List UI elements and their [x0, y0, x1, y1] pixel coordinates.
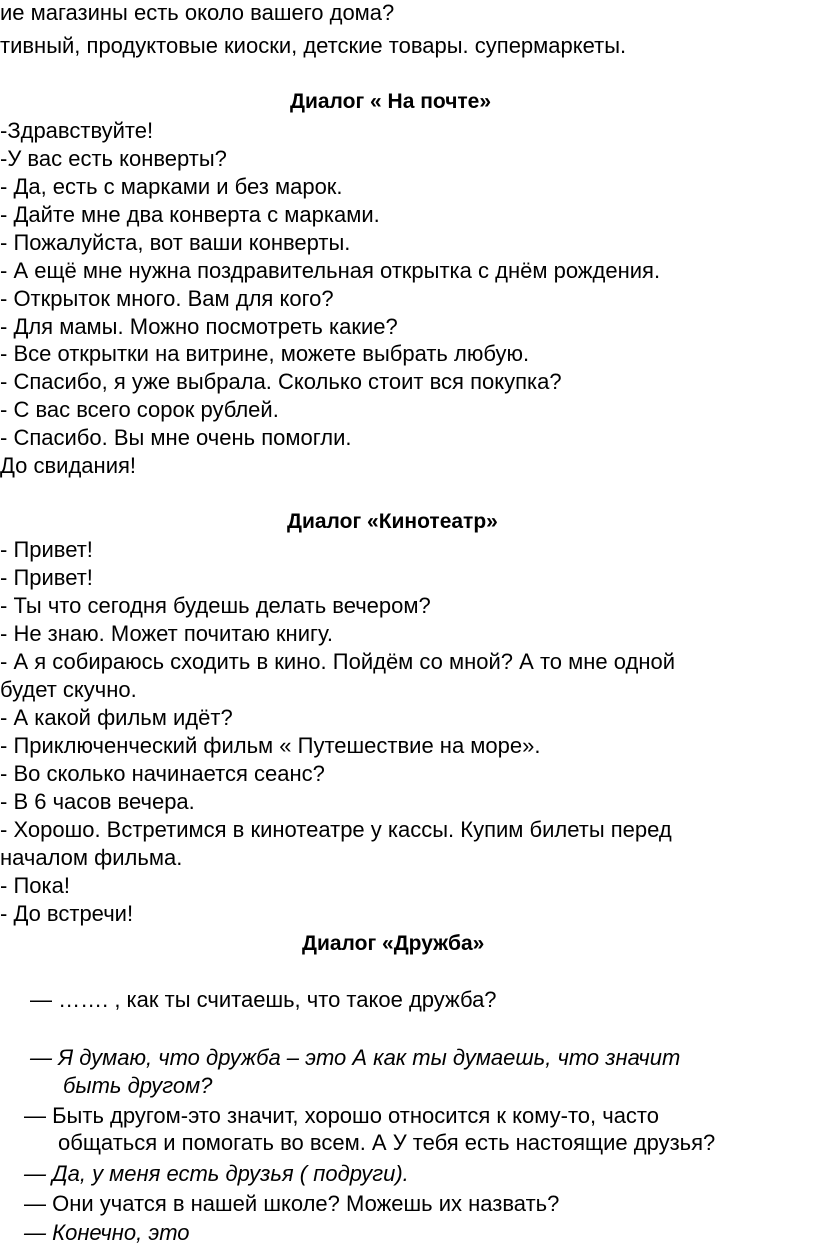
post-dialog-line: - Все открытки на витрине, можете выбрать любую. [0, 341, 530, 366]
post-dialog-line: - С вас всего сорок рублей. [0, 397, 279, 422]
friendship-dialog-line: — ……. , как ты считаешь, что такое дружба? [30, 987, 497, 1012]
post-dialog-line: - А ещё мне нужна поздравительная открытка с днём рождения. [0, 258, 661, 283]
friendship-dialog-line: — Да, у меня есть друзья ( подруги). [24, 1161, 409, 1186]
post-dialog-line: - Да, есть с марками и без марок. [0, 174, 343, 199]
cinema-dialog-line: - Хорошо. Встретимся в кинотеатре у кассы. Купим билеты перед [0, 817, 672, 842]
post-dialog-line: - Пожалуйста, вот ваши конверты. [0, 230, 351, 255]
post-dialog-line: -Здравствуйте! [0, 118, 154, 143]
cinema-dialog-line: - Пока! [0, 873, 70, 898]
post-dialog-line: -У вас есть конверты? [0, 146, 227, 171]
post-dialog-line: До свидания! [0, 453, 137, 478]
friendship-dialog-line: — Я думаю, что дружба – это А как ты думаешь, что значит [30, 1045, 681, 1070]
post-dialog-line: - Для мамы. Можно посмотреть какие? [0, 314, 398, 339]
cinema-dialog-line: - Не знаю. Может почитаю книгу. [0, 621, 333, 646]
cinema-dialog-line: - В 6 часов вечера. [0, 789, 195, 814]
post-dialog-title: Диалог « На почте» [290, 90, 492, 113]
post-dialog-line: - Спасибо. Вы мне очень помогли. [0, 425, 352, 450]
intro-line: тивный, продуктовые киоски, детские товары. супермаркеты. [0, 33, 627, 58]
cinema-dialog-line: - А я собираюсь сходить в кино. Пойдём со мной? А то мне одной [0, 649, 676, 674]
cinema-dialog-line: - До встречи! [0, 901, 134, 926]
cinema-dialog-line: - Привет! [0, 537, 93, 562]
cinema-dialog-line: - Приключенческий фильм « Путешествие на море». [0, 733, 541, 758]
cinema-dialog-line: - Ты что сегодня будешь делать вечером? [0, 593, 431, 618]
cinema-dialog-line: началом фильма. [0, 845, 183, 870]
post-dialog-line: - Открыток много. Вам для кого? [0, 286, 334, 311]
post-dialog-line: - Дайте мне два конверта с марками. [0, 202, 380, 227]
cinema-dialog-line: - Привет! [0, 565, 93, 590]
friendship-dialog-line: быть другом? [63, 1073, 213, 1098]
post-dialog-line: - Спасибо, я уже выбрала. Сколько стоит вся покупка? [0, 369, 562, 394]
intro-line: ие магазины есть около вашего дома? [0, 0, 395, 25]
cinema-dialog-title: Диалог «Кинотеатр» [287, 510, 498, 533]
cinema-dialog-line: - Во сколько начинается сеанс? [0, 761, 325, 786]
friendship-dialog-line: общаться и помогать во всем. А У тебя есть настоящие друзья? [58, 1130, 716, 1155]
friendship-dialog-title: Диалог «Дружба» [302, 932, 485, 955]
cinema-dialog-line: будет скучно. [0, 677, 137, 702]
friendship-dialog-line: — Быть другом-это значит, хорошо относится к кому-то, часто [24, 1103, 659, 1128]
cinema-dialog-line: - А какой фильм идёт? [0, 705, 233, 730]
friendship-dialog-line: — Конечно, это [24, 1220, 190, 1245]
friendship-dialog-line: — Они учатся в нашей школе? Можешь их назвать? [24, 1191, 560, 1216]
